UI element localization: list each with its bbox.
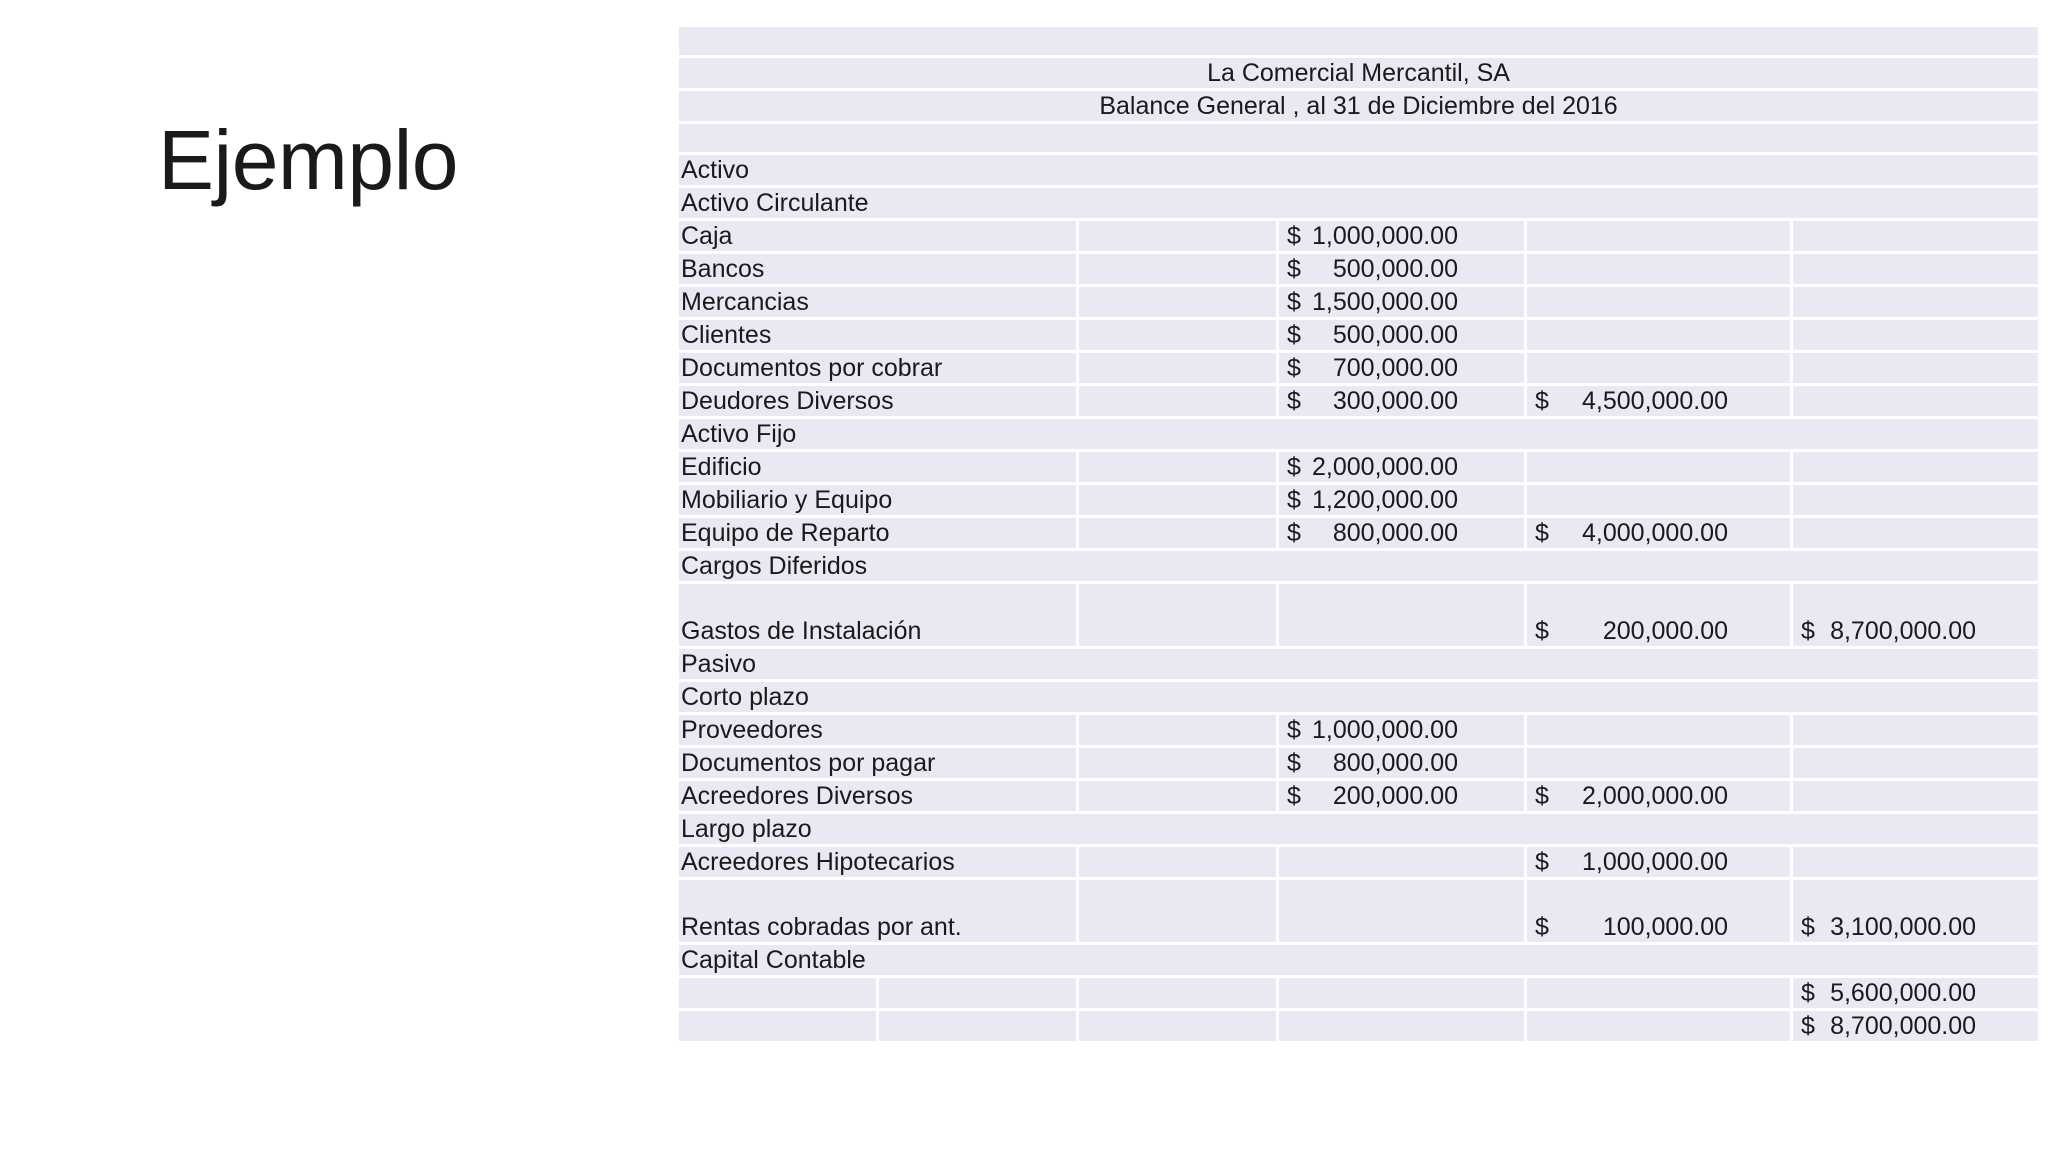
account-label: Documentos por pagar — [678, 747, 1078, 780]
amount-value: 300,000.00 — [1332, 387, 1458, 415]
empty-cell — [1792, 286, 2040, 319]
empty-cell — [1792, 253, 2040, 286]
balance-sheet-body — [678, 26, 2040, 1043]
table-row — [678, 220, 2040, 253]
empty-cell — [1792, 846, 2040, 879]
amount-cell — [1278, 780, 1526, 813]
empty-cell — [1526, 352, 1792, 385]
empty-cell — [1278, 977, 1526, 1010]
section-label: Cargos Diferidos — [678, 550, 2040, 583]
empty-cell — [1078, 780, 1278, 813]
empty-cell — [1078, 385, 1278, 418]
amount-value: 800,000.00 — [1332, 519, 1458, 547]
amount-value: 4,500,000.00 — [1582, 387, 1728, 415]
account-label: Gastos de Instalación — [678, 583, 1078, 648]
amount-cell — [1278, 484, 1526, 517]
empty-cell — [1278, 1010, 1526, 1043]
table-row — [678, 879, 2040, 944]
account-label: Rentas cobradas por ant. — [678, 879, 1078, 944]
table-row — [678, 747, 2040, 780]
amount-cell — [1278, 747, 1526, 780]
empty-cell — [1526, 253, 1792, 286]
empty-cell — [1278, 846, 1526, 879]
empty-cell — [1792, 385, 2040, 418]
table-row — [678, 1010, 2040, 1043]
section-label: Pasivo — [678, 648, 2040, 681]
account-label: Documentos por cobrar — [678, 352, 1078, 385]
amount-value: 800,000.00 — [1332, 749, 1458, 777]
table-row — [678, 681, 2040, 714]
statement-heading: Balance General , al 31 de Diciembre del 2016 — [678, 90, 2040, 123]
section-label: Activo — [678, 154, 2040, 187]
amount-cell — [1792, 1010, 2040, 1043]
currency-symbol: $ — [1287, 486, 1301, 514]
currency-symbol: $ — [1287, 387, 1301, 415]
section-label: Largo plazo — [678, 813, 2040, 846]
amount-value: 500,000.00 — [1332, 255, 1458, 283]
amount-value: 8,700,000.00 — [1830, 1012, 1977, 1040]
account-label: Deudores Diversos — [678, 385, 1078, 418]
amount-value: 1,000,000.00 — [1312, 716, 1458, 744]
empty-cell — [1078, 583, 1278, 648]
empty-cell — [1792, 484, 2040, 517]
empty-cell — [1078, 714, 1278, 747]
table-row — [678, 253, 2040, 286]
amount-cell — [1278, 352, 1526, 385]
empty-cell — [1526, 451, 1792, 484]
currency-symbol: $ — [1287, 255, 1301, 283]
balance-sheet-table — [676, 24, 2041, 1044]
table-row — [678, 484, 2040, 517]
amount-cell — [1526, 583, 1792, 648]
empty-cell — [1078, 484, 1278, 517]
currency-symbol: $ — [1287, 354, 1301, 382]
account-label: Caja — [678, 220, 1078, 253]
amount-cell — [1278, 451, 1526, 484]
empty-cell — [1526, 1010, 1792, 1043]
empty-cell — [1526, 714, 1792, 747]
amount-value: 100,000.00 — [1602, 913, 1728, 941]
table-row — [678, 319, 2040, 352]
table-row — [678, 813, 2040, 846]
table-row — [678, 418, 2040, 451]
empty-cell — [678, 977, 878, 1010]
table-row — [678, 977, 2040, 1010]
amount-value: 500,000.00 — [1332, 321, 1458, 349]
table-row — [678, 286, 2040, 319]
empty-cell — [1278, 879, 1526, 944]
table-row — [678, 451, 2040, 484]
empty-cell — [1078, 286, 1278, 319]
amount-value: 3,100,000.00 — [1830, 913, 1977, 941]
empty-cell — [1792, 220, 2040, 253]
empty-cell — [1792, 747, 2040, 780]
empty-cell — [678, 1010, 878, 1043]
amount-cell — [1526, 517, 1792, 550]
table-row — [678, 846, 2040, 879]
account-label: Proveedores — [678, 714, 1078, 747]
table-row — [678, 944, 2040, 977]
table-row — [678, 385, 2040, 418]
amount-value: 200,000.00 — [1602, 617, 1728, 645]
currency-symbol: $ — [1535, 848, 1549, 876]
amount-value: 200,000.00 — [1332, 782, 1458, 810]
currency-symbol: $ — [1287, 288, 1301, 316]
amount-cell — [1792, 977, 2040, 1010]
empty-cell — [1078, 352, 1278, 385]
section-label: Activo Fijo — [678, 418, 2040, 451]
amount-cell — [1526, 846, 1792, 879]
amount-value: 5,600,000.00 — [1830, 979, 1977, 1007]
table-row-heading — [678, 90, 2040, 123]
amount-cell — [1278, 517, 1526, 550]
currency-symbol: $ — [1287, 782, 1301, 810]
table-row — [678, 154, 2040, 187]
amount-cell — [1792, 879, 2040, 944]
empty-cell — [1078, 1010, 1278, 1043]
amount-value: 1,500,000.00 — [1312, 288, 1458, 316]
empty-cell — [1526, 220, 1792, 253]
currency-symbol: $ — [1535, 913, 1549, 941]
empty-cell — [1078, 319, 1278, 352]
amount-cell — [1278, 714, 1526, 747]
empty-cell — [1078, 220, 1278, 253]
account-label: Edificio — [678, 451, 1078, 484]
empty-cell — [878, 977, 1078, 1010]
account-label: Equipo de Reparto — [678, 517, 1078, 550]
account-label: Mercancias — [678, 286, 1078, 319]
empty-cell — [1526, 319, 1792, 352]
currency-symbol: $ — [1287, 453, 1301, 481]
currency-symbol: $ — [1801, 979, 1815, 1007]
table-row — [678, 352, 2040, 385]
amount-cell — [1526, 385, 1792, 418]
empty-cell — [1078, 977, 1278, 1010]
empty-cell — [1078, 253, 1278, 286]
empty-cell — [1526, 286, 1792, 319]
account-label: Clientes — [678, 319, 1078, 352]
empty-cell — [1526, 484, 1792, 517]
currency-symbol: $ — [1535, 387, 1549, 415]
account-label: Acreedores Diversos — [678, 780, 1078, 813]
currency-symbol: $ — [1535, 782, 1549, 810]
currency-symbol: $ — [1801, 617, 1815, 645]
amount-value: 2,000,000.00 — [1582, 782, 1728, 810]
account-label: Acreedores Hipotecarios — [678, 846, 1078, 879]
account-label: Bancos — [678, 253, 1078, 286]
table-row — [678, 714, 2040, 747]
table-row — [678, 517, 2040, 550]
currency-symbol: $ — [1801, 913, 1815, 941]
amount-cell — [1526, 879, 1792, 944]
amount-value: 700,000.00 — [1332, 354, 1458, 382]
amount-cell — [1792, 583, 2040, 648]
empty-cell — [1792, 780, 2040, 813]
empty-cell — [1526, 977, 1792, 1010]
table-row — [678, 648, 2040, 681]
table-row — [678, 583, 2040, 648]
amount-cell — [1526, 780, 1792, 813]
section-label: Activo Circulante — [678, 187, 2040, 220]
currency-symbol: $ — [1801, 1012, 1815, 1040]
table-row-blank — [678, 123, 2040, 154]
empty-cell — [1526, 747, 1792, 780]
amount-value: 4,000,000.00 — [1582, 519, 1728, 547]
currency-symbol: $ — [1287, 716, 1301, 744]
currency-symbol: $ — [1287, 749, 1301, 777]
currency-symbol: $ — [1287, 321, 1301, 349]
table-row-company — [678, 57, 2040, 90]
amount-cell — [1278, 319, 1526, 352]
amount-cell — [1278, 253, 1526, 286]
empty-cell — [1078, 451, 1278, 484]
amount-value: 8,700,000.00 — [1830, 617, 1977, 645]
amount-cell — [1278, 286, 1526, 319]
empty-cell — [1792, 319, 2040, 352]
empty-cell — [1078, 517, 1278, 550]
account-label: Mobiliario y Equipo — [678, 484, 1078, 517]
currency-symbol: $ — [1535, 617, 1549, 645]
amount-cell — [1278, 385, 1526, 418]
section-label: Corto plazo — [678, 681, 2040, 714]
empty-cell — [1078, 879, 1278, 944]
empty-cell — [878, 1010, 1078, 1043]
table-row — [678, 550, 2040, 583]
amount-value: 1,200,000.00 — [1312, 486, 1458, 514]
currency-symbol: $ — [1535, 519, 1549, 547]
empty-cell — [1792, 517, 2040, 550]
empty-cell — [1078, 747, 1278, 780]
amount-value: 1,000,000.00 — [1312, 222, 1458, 250]
empty-cell — [1278, 583, 1526, 648]
company-name: La Comercial Mercantil, SA — [678, 57, 2040, 90]
amount-value: 2,000,000.00 — [1312, 453, 1458, 481]
table-row — [678, 187, 2040, 220]
empty-cell — [1792, 451, 2040, 484]
currency-symbol: $ — [1287, 222, 1301, 250]
table-row — [678, 780, 2040, 813]
amount-cell — [1278, 220, 1526, 253]
empty-cell — [1792, 352, 2040, 385]
amount-value: 1,000,000.00 — [1582, 848, 1728, 876]
empty-cell — [1792, 714, 2040, 747]
slide-title: Ejemplo — [158, 113, 458, 207]
empty-cell — [1078, 846, 1278, 879]
currency-symbol: $ — [1287, 519, 1301, 547]
section-label: Capital Contable — [678, 944, 2040, 977]
table-row-blank — [678, 26, 2040, 57]
